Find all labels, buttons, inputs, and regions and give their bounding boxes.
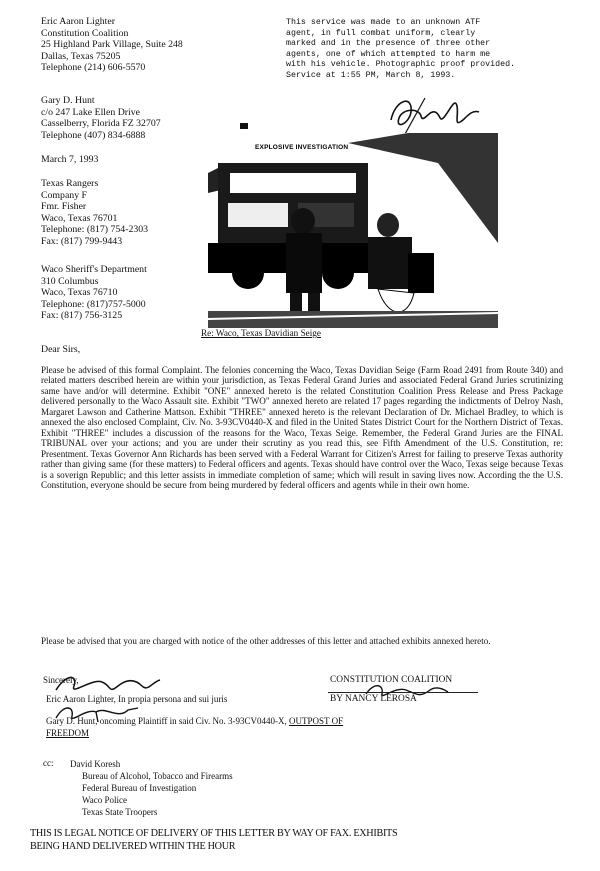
letter-date: March 7, 1993 [41,154,99,165]
recipient1-line: Company F [41,189,87,201]
signature-rule [328,692,478,693]
notice-paragraph: Please be advised that you are charged with notice of the other addresses of this letter and attached exhibits annexed hereto. [41,636,491,646]
legal-notice [30,828,397,853]
recipient1-address [41,178,148,248]
sender2-line: Casselberry, Florida FZ 32707 [41,118,161,130]
legal-notice-line: THIS IS LEGAL NOTICE OF DELIVERY OF THIS LETTER BY WAY OF FAX. EXHIBITS [30,828,398,839]
signer1-line: Eric Aaron Lighter, In propia persona and sui juris [46,694,228,704]
service-note-line: agent, in full combat uniform, clearly [286,28,476,38]
recipient2-line: Fax: (817) 756-3125 [41,310,123,322]
sender2-line: Telephone (407) 834-6888 [41,129,146,141]
recipient2-line: 310 Columbus [41,275,99,287]
service-note-line: This service was made to an unknown ATF [286,18,481,27]
cc-list [70,758,233,818]
vehicle-label: EXPLOSIVE INVESTIGATION [255,144,349,151]
subject-line: Re: Waco, Texas Davidian Seige [201,328,321,338]
signer2-text: Gary D. Hunt, oncoming Plaintiff in said Civ. No. 3-93CV0440-X, [46,716,287,726]
recipient2-line: Waco, Texas 76710 [41,287,118,299]
sender2-line: c/o 247 Lake Ellen Drive [41,106,141,118]
recipient1-line: Fax: (817) 799-9443 [41,235,123,247]
photo-illustration [208,133,498,328]
sender1-line: Constitution Coalition [41,27,129,39]
cc-name: Waco Police [82,795,128,806]
cc-name: Bureau of Alcohol, Tobacco and Firearms [82,771,233,782]
agent-photograph [208,133,498,328]
sender2-address [41,95,161,141]
cc-name: Federal Bureau of Investigation [82,783,197,794]
sender1-line: Telephone (214) 606-5570 [41,62,146,74]
sender1-address [41,16,183,74]
sender2-line: Gary D. Hunt [41,95,95,106]
sender1-line: 25 Highland Park Village, Suite 248 [41,39,183,51]
service-note [286,18,515,82]
recipient2-line: Telephone: (817)757-5000 [41,298,146,310]
cc-label: cc: [43,758,54,768]
service-note-line: with his vehicle. Photographic proof provided. [286,60,516,70]
recipient2-line: Waco Sheriff's Department [41,264,147,275]
sender1-line: Eric Aaron Lighter [41,16,115,27]
recipient1-line: Waco, Texas 76701 [41,212,118,224]
outpost-text: OUTPOST OF [288,716,344,726]
sincerely: Sincerely, [43,675,79,685]
service-note-line: Service at 1:55 PM, March 8, 1993. [286,70,456,80]
recipient1-line: Telephone: (817) 754-2303 [41,224,149,236]
org-by: BY NANCY LEROSA [330,694,417,704]
service-note-line: agents, one of which attempted to harm me [286,49,491,59]
org-name: CONSTITUTION COALITION [330,675,453,685]
salutation: Dear Sirs, [41,344,81,355]
service-note-line: marked and in the presence of three other [286,39,491,49]
cc-name: Texas State Troopers [82,807,158,818]
legal-notice-line: BEING HAND DELIVERED WITHIN THE HOUR [30,840,236,852]
complaint-body: Please be advised of this formal Complaint. The felonies concerning the Waco, Texas Davidian Seige (Farm Road 2491 from Route 340) and related matters described herein are within your jurisdiction, as Texas Federal Grand Juries and associated Federal Grand Juries scrutinizing same have and/or will determine. Exhibit "ONE" annexed hereto is the related Constitution Coalition Press Release and Press Package delivered personally to the Waco Assault site. Exhibit "TWO" annexed hereto are related 17 pages regarding the indictments of Delroy Nash, Margaret Lawson and Catherine Mattson. Exhibit "THREE" annexed hereto is the relevant Declaration of Dr. Michael Bradley, to which is annexed the also enclosed Complaint, Civ. No. 3-93CV0440-X and filed in the United States District Court for the Northern District of Texas. Exhibit "THREE" includes a discussion of the reasons for the Waco, Texas Seige. Remember, the Federal Grand Juries are the FINAL TRIBUNAL over your actions; and you are under their scrutiny as you read this, see Fifth Amendment of the U.S. Constitution, re: Presentment. Texas Governor Ann Richards has been served with a Federal Warrant for Citizen's Arrest for failing to preserve Texas authority rather than giving same (for these matters) to Federal officers and agents. Texas should have control over the Waco, Texas seige because Texas is a soverign Republic; and this letter assists in immediate completion of same; which will result in saving lives now. According the the U.S. Constitution, everyone should be secure from being murdered by federal officers and agents while in their own home. [41,365,563,490]
signer2-line [46,716,343,728]
freedom-text: FREEDOM [46,728,90,738]
cc-name: David Koresh [70,759,121,769]
recipient1-line: Texas Rangers [41,178,99,189]
photo-marker [240,123,248,129]
recipient2-address [41,264,147,322]
sender1-line: Dallas, Texas 75205 [41,50,121,62]
recipient1-line: Fmr. Fisher [41,201,87,213]
